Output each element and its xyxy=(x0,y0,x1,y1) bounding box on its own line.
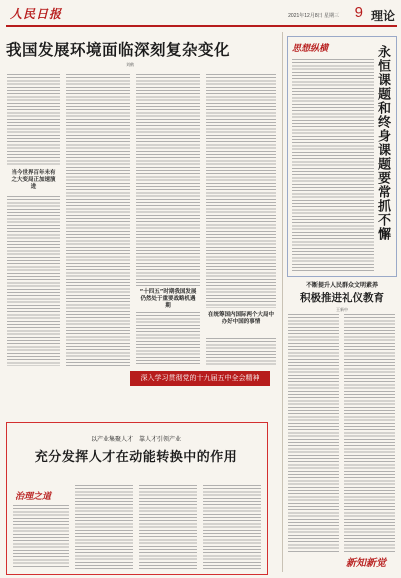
column-divider xyxy=(282,32,283,572)
lower-column-2 xyxy=(75,485,133,569)
main-headline: 我国发展环境面临深刻复杂变化 xyxy=(6,41,231,59)
lower-article-box xyxy=(6,422,268,575)
main-column-3-bottom xyxy=(136,312,200,366)
main-column-2 xyxy=(66,74,130,366)
main-column-3-top xyxy=(136,74,200,288)
lower-kicker: 以产业集聚人才 靠人才引领产业 xyxy=(90,436,181,443)
series-banner: 深入学习贯彻党的十九届五中全会精神 xyxy=(130,371,270,386)
main-subhead-3: 在统筹国内国际两个大局中办好中国的事情 xyxy=(208,312,275,325)
lower-headline: 充分发挥人才在动能转换中的作用 xyxy=(34,450,238,465)
main-byline: 刘鹤 xyxy=(126,62,134,67)
right-lower-column-1 xyxy=(288,314,339,552)
page-number: 9 xyxy=(354,4,363,21)
masthead xyxy=(6,3,397,27)
main-column-4-top xyxy=(206,74,276,308)
lower-column-1 xyxy=(13,505,69,569)
right-lower-tag: 新知新觉 xyxy=(346,558,386,569)
right-lower-headline: 积极推进礼仪教育 xyxy=(300,292,384,304)
section-name: 理论 xyxy=(370,9,395,23)
issue-date: 2021年12月8日 星期三 xyxy=(288,13,339,19)
lower-tag: 治理之道 xyxy=(15,492,52,502)
lower-column-4 xyxy=(203,485,261,569)
opinion-title: 永恒课题和终身课题要常抓不懈 xyxy=(375,45,390,241)
lower-column-3 xyxy=(139,485,197,569)
main-column-4-bottom xyxy=(206,338,276,366)
right-lower-byline: 王新中 xyxy=(336,307,348,312)
opinion-box xyxy=(287,36,397,277)
opinion-tag: 思想纵横 xyxy=(292,44,329,54)
right-lower-column-2 xyxy=(344,314,395,552)
newspaper-logo: 人民日报 xyxy=(10,7,63,21)
opinion-text xyxy=(292,59,374,271)
main-column-1-bottom xyxy=(7,196,60,366)
main-subhead-1: 当今世界百年未有之大变局正加速演进 xyxy=(11,170,56,190)
main-column-1-top xyxy=(7,74,60,166)
right-lower-kicker: 不断提升人民群众文明素养 xyxy=(305,282,378,289)
main-subhead-2: “十四五”时期我国发展仍然处于重要战略机遇期 xyxy=(139,289,197,309)
